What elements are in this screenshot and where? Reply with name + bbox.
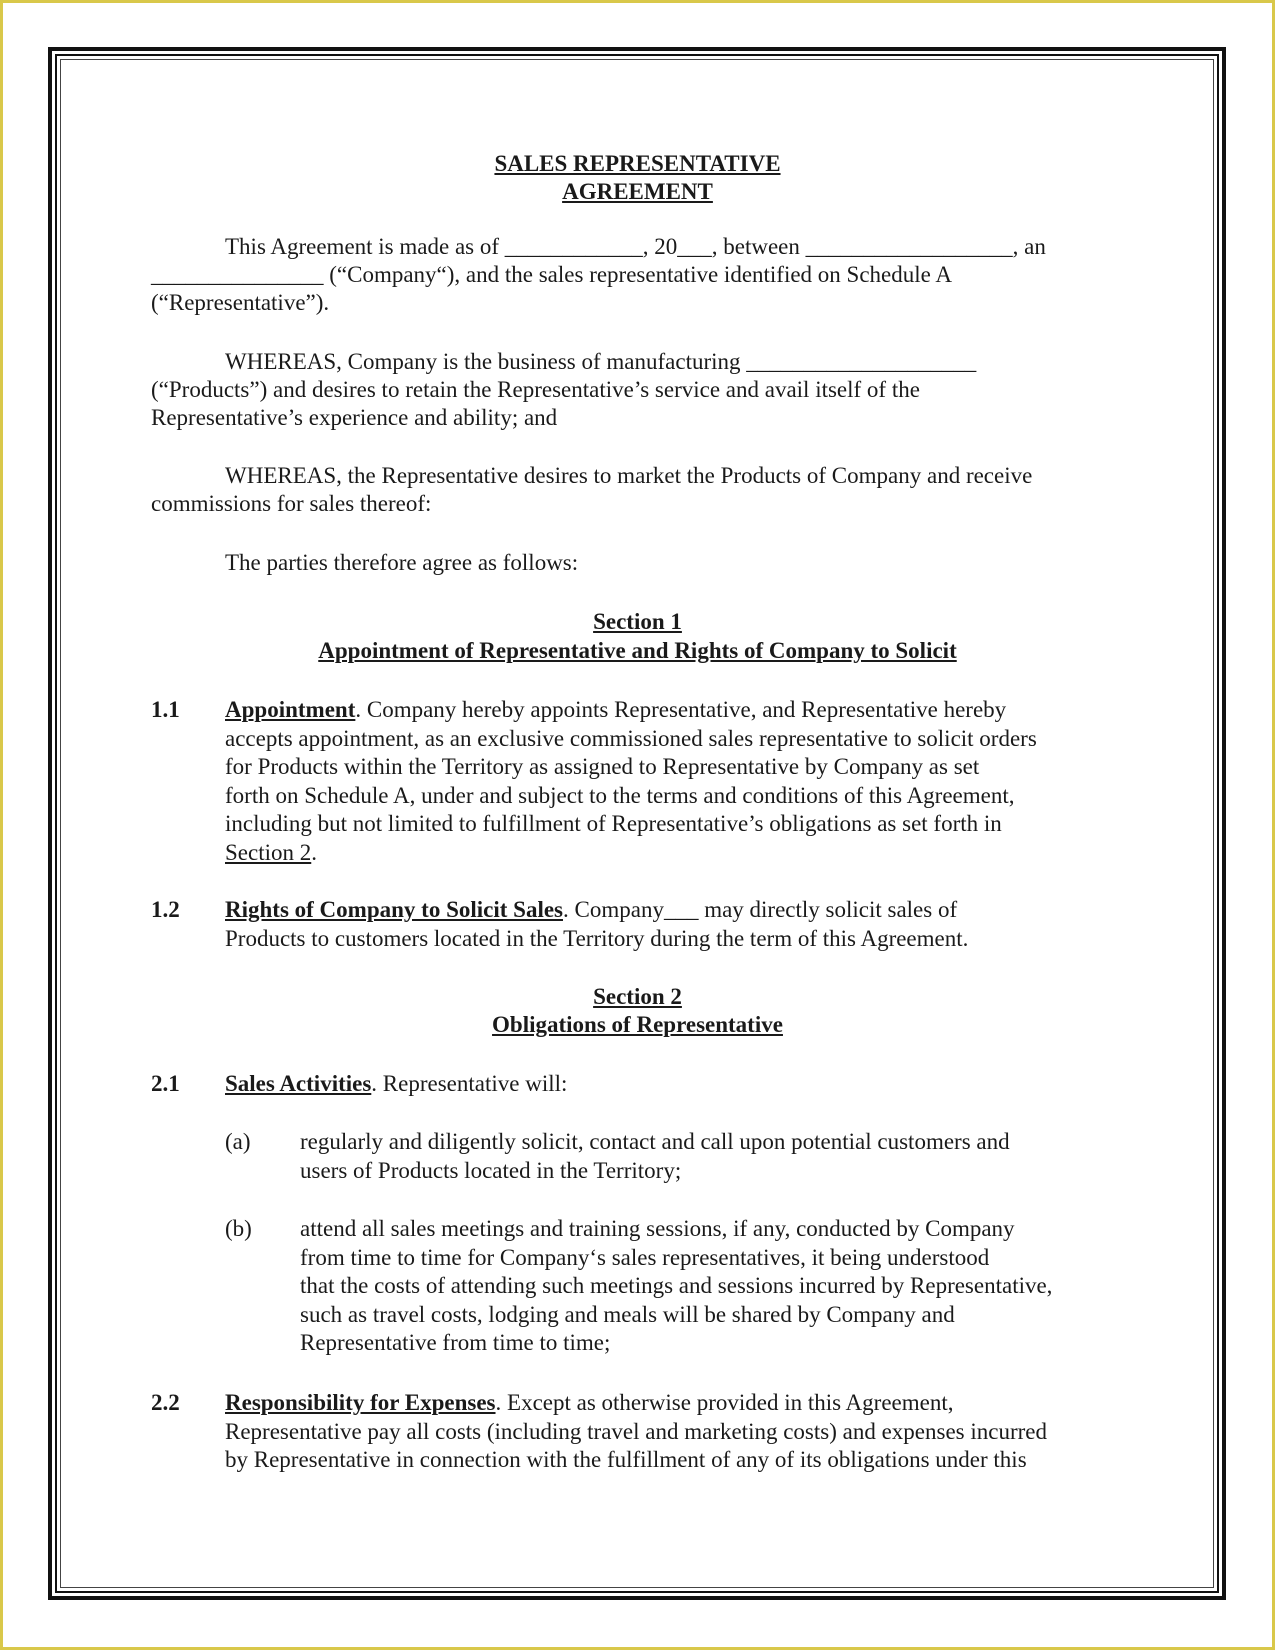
clause-1-1-line6-end: . — [311, 839, 317, 865]
clause-2-2-line2: Representative pay all costs (including travel and marketing costs) and expenses incurred — [225, 1418, 1047, 1444]
clause-1-2-number: 1.2 — [151, 897, 180, 922]
clause-1-2-line2: Products to customers located in the Territory during the term of this Agreement. — [225, 925, 969, 951]
whereas2-line1: WHEREAS, the Representative desires to market the Products of Company and receive — [225, 463, 1033, 488]
clause-1-2-title: Rights of Company to Solicit Sales — [225, 897, 563, 922]
item-b-body — [300, 1215, 1052, 1358]
section2-subheading: Obligations of Representative — [492, 1012, 783, 1037]
document-title-line1: SALES REPRESENTATIVE — [494, 151, 781, 176]
item-a-body — [300, 1128, 1010, 1185]
intro-line2: _______________ (“Company“), and the sales representative identified on Schedule A — [151, 262, 952, 287]
section2-heading: Section 2 — [593, 984, 682, 1009]
clause-2-2-line1: . Except as otherwise provided in this Agreement, — [495, 1390, 954, 1415]
clause-1-1-line2: accepts appointment, as an exclusive commissioned sales representative to solicit orders — [225, 725, 1037, 751]
clause-2-1-body — [225, 1070, 567, 1099]
whereas1-line3: Representative’s experience and ability; and — [151, 405, 558, 430]
item-b-line4: such as travel costs, lodging and meals will be shared by Company and — [300, 1301, 955, 1327]
item-b-line3: that the costs of attending such meetings and sessions incurred by Representative, — [300, 1273, 1053, 1299]
clause-2-1-line1: . Representative will: — [371, 1071, 568, 1096]
item-a-label: (a) — [225, 1129, 251, 1154]
clause-2-2-title: Responsibility for Expenses — [225, 1390, 496, 1415]
whereas2-line2: commissions for sales thereof: — [151, 491, 432, 516]
clause-2-2-line3: by Representative in connection with the fulfillment of any of its obligations under this — [225, 1447, 1027, 1473]
clause-2-2-number: 2.2 — [151, 1390, 180, 1415]
intro-line1: This Agreement is made as of ____________, 20___, between __________________, an — [225, 234, 1046, 259]
clause-1-1-line3: for Products within the Territory as assigned to Representative by Company as set — [225, 754, 980, 780]
whereas1-line1: WHEREAS, Company is the business of manufacturing ____________________ — [225, 349, 977, 374]
clause-1-2-body — [225, 896, 968, 953]
clause-1-2-line1: . Company___ may directly solicit sales of — [563, 897, 958, 922]
clause-2-1-title: Sales Activities — [225, 1071, 372, 1096]
item-b-line2: from time to time for Company‘s sales representatives, it being understood — [300, 1244, 990, 1270]
clause-2-2-body — [225, 1389, 1047, 1475]
section1-heading: Section 1 — [593, 609, 682, 634]
clause-1-1-number: 1.1 — [151, 697, 180, 722]
item-b-line1: attend all sales meetings and training sessions, if any, conducted by Company — [300, 1216, 1015, 1241]
item-a-line1: regularly and diligently solicit, contact and call upon potential customers and — [300, 1129, 1010, 1154]
clause-1-1-line5: including but not limited to fulfillment of Representative’s obligations as set forth in — [225, 811, 1002, 837]
clause-1-1-title: Appointment — [225, 697, 356, 722]
clause-1-1-line4: forth on Schedule A, under and subject to the terms and conditions of this Agreement, — [225, 782, 1015, 808]
intro-line3: (“Representative”). — [151, 290, 330, 315]
item-b-label: (b) — [225, 1216, 252, 1241]
agree-text: The parties therefore agree as follows: — [225, 550, 579, 575]
clause-1-1-line1: . Company hereby appoints Representative, and Representative hereby — [355, 697, 1007, 722]
item-b-line5: Representative from time to time; — [300, 1330, 611, 1356]
clause-1-1-body — [225, 696, 1037, 868]
whereas1-line2: (“Products”) and desires to retain the Representative’s service and avail itself of the — [151, 377, 920, 402]
document-title-line2: AGREEMENT — [562, 179, 713, 204]
clause-2-1-number: 2.1 — [151, 1071, 180, 1096]
section-2-reference-link: Section 2 — [225, 839, 312, 865]
item-a-line2: users of Products located in the Territory; — [300, 1157, 682, 1183]
section1-subheading: Appointment of Representative and Rights of Company to Solicit — [318, 638, 957, 663]
